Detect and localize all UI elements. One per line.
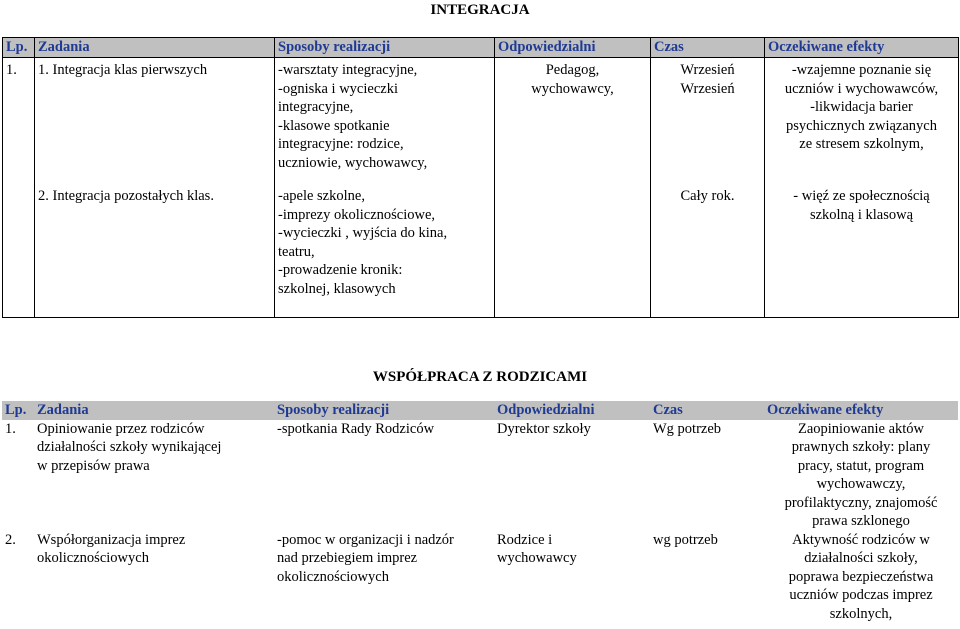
header-time: Czas — [650, 401, 764, 420]
row-responsible: Rodzice i wychowawcy — [497, 531, 577, 566]
row-lp — [3, 187, 35, 317]
header-methods: Sposoby realizacji — [274, 401, 494, 420]
header-lp: Lp. — [2, 401, 34, 420]
table-row — [3, 187, 959, 317]
row-lp: 2. — [5, 531, 16, 548]
row-methods: -warsztaty integracyjne, -ogniska i wycieczki integracyjne, -klasowe spotkanie integracyjne: rodzice, uczniowie, wychowawcy, — [275, 61, 495, 187]
row-time: Cały rok. — [651, 187, 765, 317]
header-methods: Sposoby realizacji — [275, 38, 495, 58]
header-lp: Lp. — [3, 38, 35, 58]
row-responsible: Pedagog, wychowawcy, — [495, 61, 651, 187]
row-lp: 1. — [3, 61, 35, 187]
header-tasks: Zadania — [35, 38, 275, 58]
row-task: 2. Integracja pozostałych klas. — [35, 187, 275, 317]
header-time: Czas — [651, 38, 765, 58]
table-row — [2, 531, 958, 624]
row-task: Współorganizacja imprez okolicznościowych — [37, 531, 186, 566]
header-responsible: Odpowiedzialni — [494, 401, 650, 420]
table-row — [3, 61, 959, 187]
header-effects: Oczekiwane efekty — [765, 38, 959, 58]
row-effects: - więź ze społecznością szkolną i klasową — [765, 187, 959, 317]
row-methods: -spotkania Rady Rodziców — [277, 420, 435, 437]
header-tasks: Zadania — [34, 401, 274, 420]
row-effects: Aktywność rodziców w działalności szkoły, poprawa bezpieczeństwa uczniów podczas imprez szkolnych, — [788, 531, 934, 622]
row-responsible — [495, 187, 651, 317]
row-effects: -wzajemne poznanie się uczniów i wychowawców, -likwidacja barier psychicznych związanych ze stresem szkolnym, — [765, 61, 959, 187]
row-methods: -pomoc w organizacji i nadzór nad przebiegiem imprez okolicznościowych — [277, 531, 454, 585]
integration-table — [2, 37, 959, 318]
page-title: INTEGRACJA — [430, 2, 530, 18]
row-lp: 1. — [5, 420, 16, 437]
table-header-row — [3, 38, 959, 58]
table-row — [2, 420, 958, 531]
row-task: 1. Integracja klas pierwszych — [35, 61, 275, 187]
row-effects: Zaopiniowanie aktów prawnych szkoły: plany pracy, statut, program wychowawczy, profilaktyczny, znajomość prawa szklonego — [784, 420, 938, 529]
header-responsible: Odpowiedzialni — [495, 38, 651, 58]
row-responsible: Dyrektor szkoły — [497, 420, 591, 437]
row-time: Wrzesień Wrzesień — [651, 61, 765, 187]
row-task: Opiniowanie przez rodziców działalności szkoły wynikającej w przepisów prawa — [37, 420, 222, 474]
row-time: Wg potrzeb — [653, 420, 722, 437]
row-methods: -apele szkolne, -imprezy okolicznościowe, -wycieczki , wyjścia do kina, teatru, -prowadzenie kronik: szkolnej, klasowych — [275, 187, 495, 317]
parents-cooperation-table — [2, 401, 958, 623]
table-header-row — [2, 401, 958, 420]
row-time: wg potrzeb — [653, 531, 718, 548]
header-effects: Oczekiwane efekty — [764, 401, 958, 420]
section-title-parents: WSPÓŁPRACA Z RODZICAMI — [372, 369, 588, 385]
